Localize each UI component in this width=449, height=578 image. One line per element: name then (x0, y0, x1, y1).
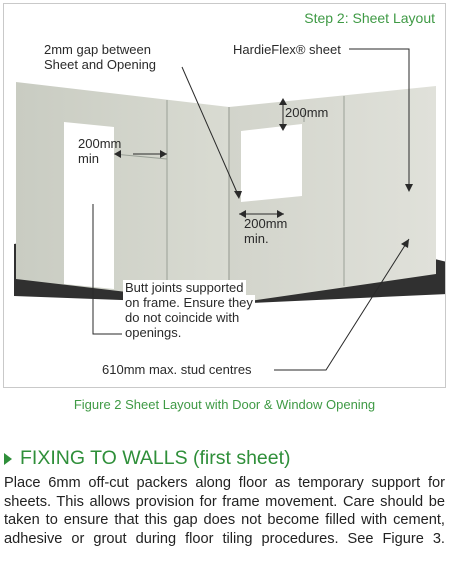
paragraph-text: Place 6mm off-cut packers along floor as temporary support for sheets. This allows provision for frame movement. Care should be taken to ensure that this gap does not become filled with cement, adhesive or grout during floor tiling procedures. See Figure 3. (4, 475, 445, 548)
figure-step-title: Step 2: Sheet Layout (304, 10, 435, 26)
gap-label-line: Sheet and Opening (44, 57, 157, 72)
figure-caption: Figure 2 Sheet Layout with Door & Window Opening (73, 397, 376, 412)
gap-label (44, 42, 156, 72)
window-side-dimension: 200mm min. (244, 216, 288, 246)
gap-label-line: 2mm gap between (44, 42, 151, 57)
body-paragraph (4, 474, 445, 549)
section-heading-text: FIXING TO WALLS (first sheet) (20, 447, 291, 469)
triangle-bullet-icon (4, 453, 12, 465)
window-opening (241, 124, 302, 202)
figure-sheet-layout (3, 3, 446, 388)
butt-joints-note: Butt joints supported on frame. Ensure they do not coincide with openings. (125, 280, 253, 340)
left-wall (16, 82, 229, 304)
door-dimension: 200mm min (78, 136, 122, 166)
window-top-dimension: 200mm (285, 105, 329, 120)
section-heading (4, 447, 291, 470)
sheet-name-label: HardieFlex® sheet (233, 42, 341, 57)
stud-centres-label: 610mm max. stud centres (102, 362, 252, 377)
